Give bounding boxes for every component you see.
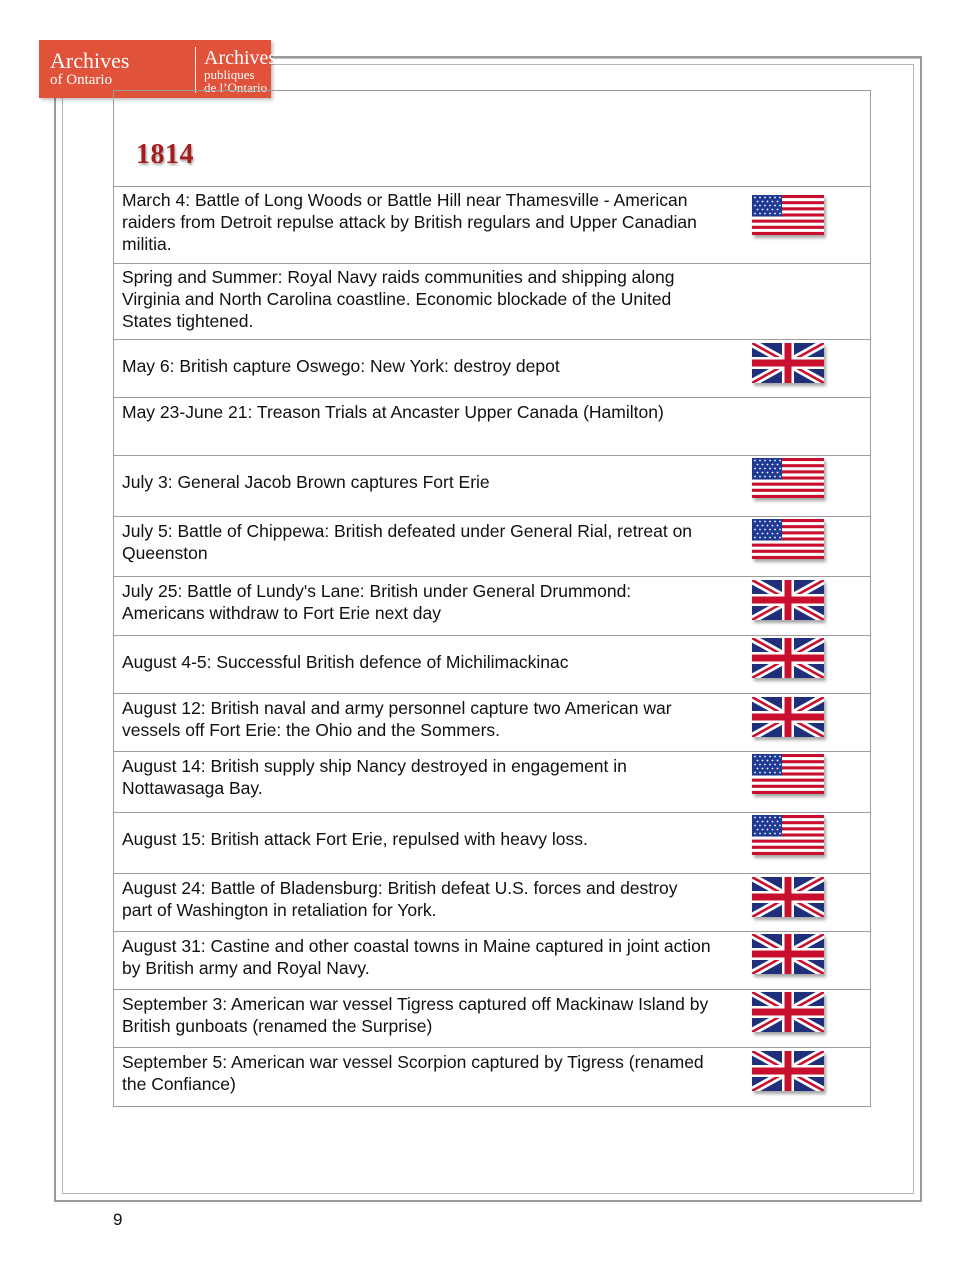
timeline-row bbox=[114, 813, 870, 874]
timeline-row bbox=[114, 874, 870, 932]
timeline-rows bbox=[114, 187, 870, 1106]
us-flag-icon bbox=[752, 519, 824, 559]
event-text: September 5: American war vessel Scorpion captured by Tigress (renamed the Confiance) bbox=[122, 1052, 704, 1094]
event-text: March 4: Battle of Long Woods or Battle Hill near Thamesville - American raiders from Detroit repulse attack by British regulars and Upper Canadian militia. bbox=[122, 190, 697, 254]
event-text: August 31: Castine and other coastal towns in Maine captured in joint action by British army and Royal Navy. bbox=[122, 936, 711, 978]
logo-fr-line1: Archives bbox=[204, 47, 277, 69]
event-text: August 4-5: Successful British defence of Michilimackinac bbox=[122, 652, 569, 672]
timeline-row bbox=[114, 340, 870, 398]
uk-flag-icon bbox=[752, 343, 824, 383]
event-text: July 3: General Jacob Brown captures Fort Erie bbox=[122, 472, 490, 492]
timeline-row bbox=[114, 517, 870, 577]
timeline-row bbox=[114, 264, 870, 340]
event-text: August 14: British supply ship Nancy destroyed in engagement in Nottawasaga Bay. bbox=[122, 756, 627, 798]
timeline-row bbox=[114, 187, 870, 264]
event-text: August 12: British naval and army personnel capture two American war vessels off Fort Erie: the Ohio and the Sommers. bbox=[122, 698, 672, 740]
timeline-row bbox=[114, 636, 870, 694]
logo-french bbox=[204, 48, 276, 94]
logo-en-line2: of Ontario bbox=[50, 72, 113, 88]
uk-flag-icon bbox=[752, 580, 824, 620]
us-flag-icon bbox=[752, 195, 824, 235]
us-flag-icon bbox=[752, 458, 824, 498]
uk-flag-icon bbox=[752, 992, 824, 1032]
timeline-row bbox=[114, 752, 870, 813]
year-heading: 1814 bbox=[136, 139, 194, 170]
timeline-table bbox=[113, 90, 871, 1107]
event-text: May 23-June 21: Treason Trials at Ancaster Upper Canada (Hamilton) bbox=[122, 402, 664, 422]
uk-flag-icon bbox=[752, 934, 824, 974]
timeline-row bbox=[114, 577, 870, 636]
frame-rule bbox=[272, 58, 920, 59]
uk-flag-icon bbox=[752, 697, 824, 737]
timeline-header bbox=[114, 91, 870, 187]
timeline-row bbox=[114, 456, 870, 517]
event-text: August 15: British attack Fort Erie, repulsed with heavy loss. bbox=[122, 829, 588, 849]
logo-divider bbox=[195, 47, 196, 93]
timeline-row bbox=[114, 398, 870, 456]
uk-flag-icon bbox=[752, 638, 824, 678]
event-text: September 3: American war vessel Tigress captured off Mackinaw Island by British gunboats (renamed the Surprise) bbox=[122, 994, 709, 1036]
event-text: July 5: Battle of Chippewa: British defeated under General Rial, retreat on Queenston bbox=[122, 521, 693, 563]
timeline-row bbox=[114, 694, 870, 752]
timeline-row bbox=[114, 990, 870, 1048]
logo-fr-line2: publiques bbox=[204, 67, 255, 82]
event-text: Spring and Summer: Royal Navy raids communities and shipping along Virginia and North Carolina coastline. Economic blockade of the United States tightened. bbox=[122, 267, 675, 331]
event-text: August 24: Battle of Bladensburg: British defeat U.S. forces and destroy part of Washington in retaliation for York. bbox=[122, 878, 678, 920]
us-flag-icon bbox=[752, 815, 824, 855]
logo-en-line1: Archives bbox=[50, 48, 130, 73]
event-text: May 6: British capture Oswego: New York: destroy depot bbox=[122, 356, 560, 376]
timeline-row bbox=[114, 932, 870, 990]
logo-fr-line3: de l’Ontario bbox=[204, 80, 268, 95]
uk-flag-icon bbox=[752, 877, 824, 917]
us-flag-icon bbox=[752, 754, 824, 794]
event-text: July 25: Battle of Lundy's Lane: British under General Drummond: Americans withdraw to Fort Erie next day bbox=[122, 581, 632, 623]
page-number: 9 bbox=[113, 1210, 123, 1229]
timeline-row bbox=[114, 1048, 870, 1106]
uk-flag-icon bbox=[752, 1051, 824, 1091]
logo-english bbox=[50, 50, 129, 88]
